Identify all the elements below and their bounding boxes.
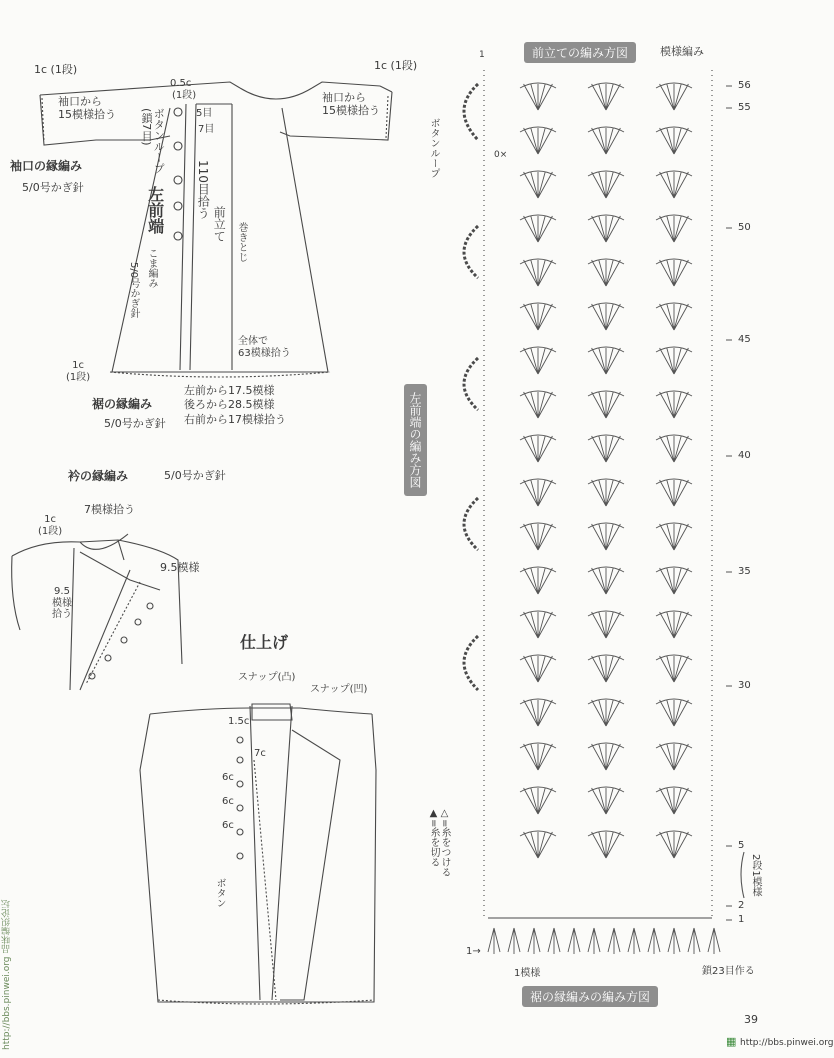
hem-edge-fans (488, 928, 720, 954)
koma-label: こま編み (146, 248, 157, 288)
fan-stitch (656, 523, 692, 550)
fan-stitch (656, 127, 692, 154)
pattern-unit: 1模様 (514, 968, 541, 979)
fan-stitch (520, 743, 556, 770)
footer-site: http://bbs.pinwei.org (740, 1038, 834, 1048)
hem-fan-stitch (628, 928, 640, 954)
fan-stitch (588, 567, 624, 594)
hem-fan-stitch (568, 928, 580, 954)
fan-stitch (656, 259, 692, 286)
row-55: 55 (738, 102, 751, 113)
fan-stitch (520, 831, 556, 858)
fan-stitch (520, 611, 556, 638)
hem-chart-start: 1→ (466, 946, 481, 957)
fan-stitch (588, 743, 624, 770)
finish-6c-b: 6c (222, 796, 234, 807)
collar-pick-95-right: 9.5模様 (160, 561, 200, 574)
fan-stitch (588, 655, 624, 682)
hem-fan-stitch (708, 928, 720, 954)
fan-stitch (520, 479, 556, 506)
left-front-title: 左前端 (145, 186, 165, 234)
snap-concave: スナップ(凹) (310, 684, 368, 695)
fan-stitch (588, 611, 624, 638)
fan-stitch (520, 171, 556, 198)
overall-pick: 全体で 63模様拾う (238, 336, 291, 359)
finish-7c: 7c (254, 748, 266, 759)
chart-button-loop-label: ボタンループ (428, 118, 439, 178)
snap-convex: スナップ(凸) (238, 672, 296, 683)
fan-stitch (656, 347, 692, 374)
hem-1c: 1c (1段) (66, 360, 91, 383)
site-logo-icon: ▦ (726, 1035, 737, 1048)
fan-stitch (588, 391, 624, 418)
fan-stitch (656, 303, 692, 330)
sleeve-left-pick: 袖口から 15模様拾う (58, 95, 116, 121)
fan-stitch (588, 303, 624, 330)
fan-stitch (588, 171, 624, 198)
fan-stitch (520, 435, 556, 462)
left-front-chart-title: 左前端の編み方図 (404, 384, 427, 496)
sleeve-edge-hook: 5/0号かぎ針 (22, 181, 84, 194)
fan-stitch (588, 831, 624, 858)
finish-button-label: ボタン (214, 878, 225, 908)
hem-edge-hook: 5/0号かぎ針 (104, 417, 166, 430)
fan-stitch (520, 655, 556, 682)
cuff-right-label: 1c (1段) (374, 59, 418, 72)
fan-stitch (588, 347, 624, 374)
fan-stitch (588, 127, 624, 154)
fan-stitch (520, 523, 556, 550)
fan-stitch (656, 435, 692, 462)
fan-stitch (656, 611, 692, 638)
row-56: 56 (738, 80, 751, 91)
hem-fan-stitch (648, 928, 660, 954)
fan-stitch (588, 435, 624, 462)
finish-title: 仕上げ (240, 633, 289, 652)
fan-stitch (656, 699, 692, 726)
fan-stitch (520, 699, 556, 726)
row-30: 30 (738, 680, 751, 691)
cuff-left-label: 1c (1段) (34, 63, 78, 76)
fan-stitch (656, 391, 692, 418)
fan-stitch (656, 787, 692, 814)
fan-stitch (520, 787, 556, 814)
fan-stitch (588, 523, 624, 550)
row-1: 1 (738, 914, 745, 925)
chart-x0-marker: 0× (494, 150, 508, 160)
row-5: 5 (738, 840, 745, 851)
collar-pick-95-left: 9.5 模様 拾う (52, 586, 72, 620)
fan-stitch (656, 215, 692, 242)
fan-stitch (588, 787, 624, 814)
hem-chart-title: 裾の縁編みの編み方図 (522, 986, 658, 1007)
fan-stitch (656, 831, 692, 858)
hem-fan-stitch (508, 928, 520, 954)
fan-stitch (588, 259, 624, 286)
button-loop-label: ボタンループ (鎖7目) (140, 108, 166, 174)
fan-stitch (588, 215, 624, 242)
pattern-label: 模様編み (660, 45, 704, 58)
garment-buttons (174, 108, 182, 240)
foundation-note: 鎖23目作る (702, 966, 755, 977)
makitoji-label: 巻きとじ (236, 222, 247, 262)
top-05c: 0.5c (170, 78, 192, 89)
hem-fan-stitch (688, 928, 700, 954)
collar-outline (12, 534, 182, 690)
fan-stitch (520, 347, 556, 374)
fan-stitch (656, 171, 692, 198)
collar-pick-7: 7模様拾う (84, 503, 135, 516)
collar-edge-title: 衿の縁編み (68, 469, 129, 483)
hem-fan-stitch (668, 928, 680, 954)
finish-6c-a: 6c (222, 772, 234, 783)
hem-fan-stitch (528, 928, 540, 954)
fan-stitch (656, 83, 692, 110)
fan-stitch (588, 83, 624, 110)
chart-fans (520, 83, 692, 858)
chart-col-1: 1 (479, 50, 485, 60)
sleeve-edge-title: 袖口の縁編み (10, 159, 83, 173)
fan-stitch (656, 479, 692, 506)
hem-fan-stitch (548, 928, 560, 954)
fan-stitch (520, 215, 556, 242)
hem-fan-stitch (608, 928, 620, 954)
side-watermark: http://bbs.pinwei.org 品味编织论坛 (2, 899, 12, 1050)
finish-15c: 1.5c (228, 716, 250, 727)
fan-stitch (656, 567, 692, 594)
fan-stitch (520, 259, 556, 286)
attach-cut-note: △=糸をつける ▲=糸を切る (428, 808, 450, 878)
top-1dan: (1段) (172, 90, 197, 101)
seven-stitch: 7目 (198, 124, 215, 135)
five-stitch: 5目 (196, 108, 213, 119)
fan-stitch (588, 479, 624, 506)
fan-stitch (520, 391, 556, 418)
pick-110: 110目拾う (196, 160, 211, 219)
hem-pick-counts: 左前から17.5模様 後ろから28.5模様 右前から17模様拾う (184, 384, 286, 426)
front-opening-label: 前立て (212, 206, 227, 242)
page-number: 39 (744, 1013, 758, 1026)
fan-stitch (520, 127, 556, 154)
chart-title: 前立ての編み方図 (524, 42, 636, 63)
hem-fan-stitch (488, 928, 500, 954)
finish-6c-c: 6c (222, 820, 234, 831)
fan-stitch (588, 699, 624, 726)
hem-fan-stitch (588, 928, 600, 954)
collar-1c: 1c (1段) (38, 514, 63, 537)
row-50: 50 (738, 222, 751, 233)
row-35: 35 (738, 566, 751, 577)
fan-stitch (656, 743, 692, 770)
row-2: 2 (738, 900, 745, 911)
fan-stitch (520, 83, 556, 110)
fan-stitch (520, 303, 556, 330)
collar-edge-hook: 5/0号かぎ針 (164, 469, 226, 482)
row-arrows (726, 86, 744, 920)
row-40: 40 (738, 450, 751, 461)
repeat-note: 2段1模様 (750, 854, 761, 897)
koma-hook: 5/0号かぎ針 (128, 262, 139, 319)
fan-stitch (520, 567, 556, 594)
fan-stitch (656, 655, 692, 682)
row-45: 45 (738, 334, 751, 345)
sleeve-right-pick: 袖口から 15模様拾う (322, 91, 380, 117)
hem-edge-title: 裾の縁編み (92, 397, 153, 411)
